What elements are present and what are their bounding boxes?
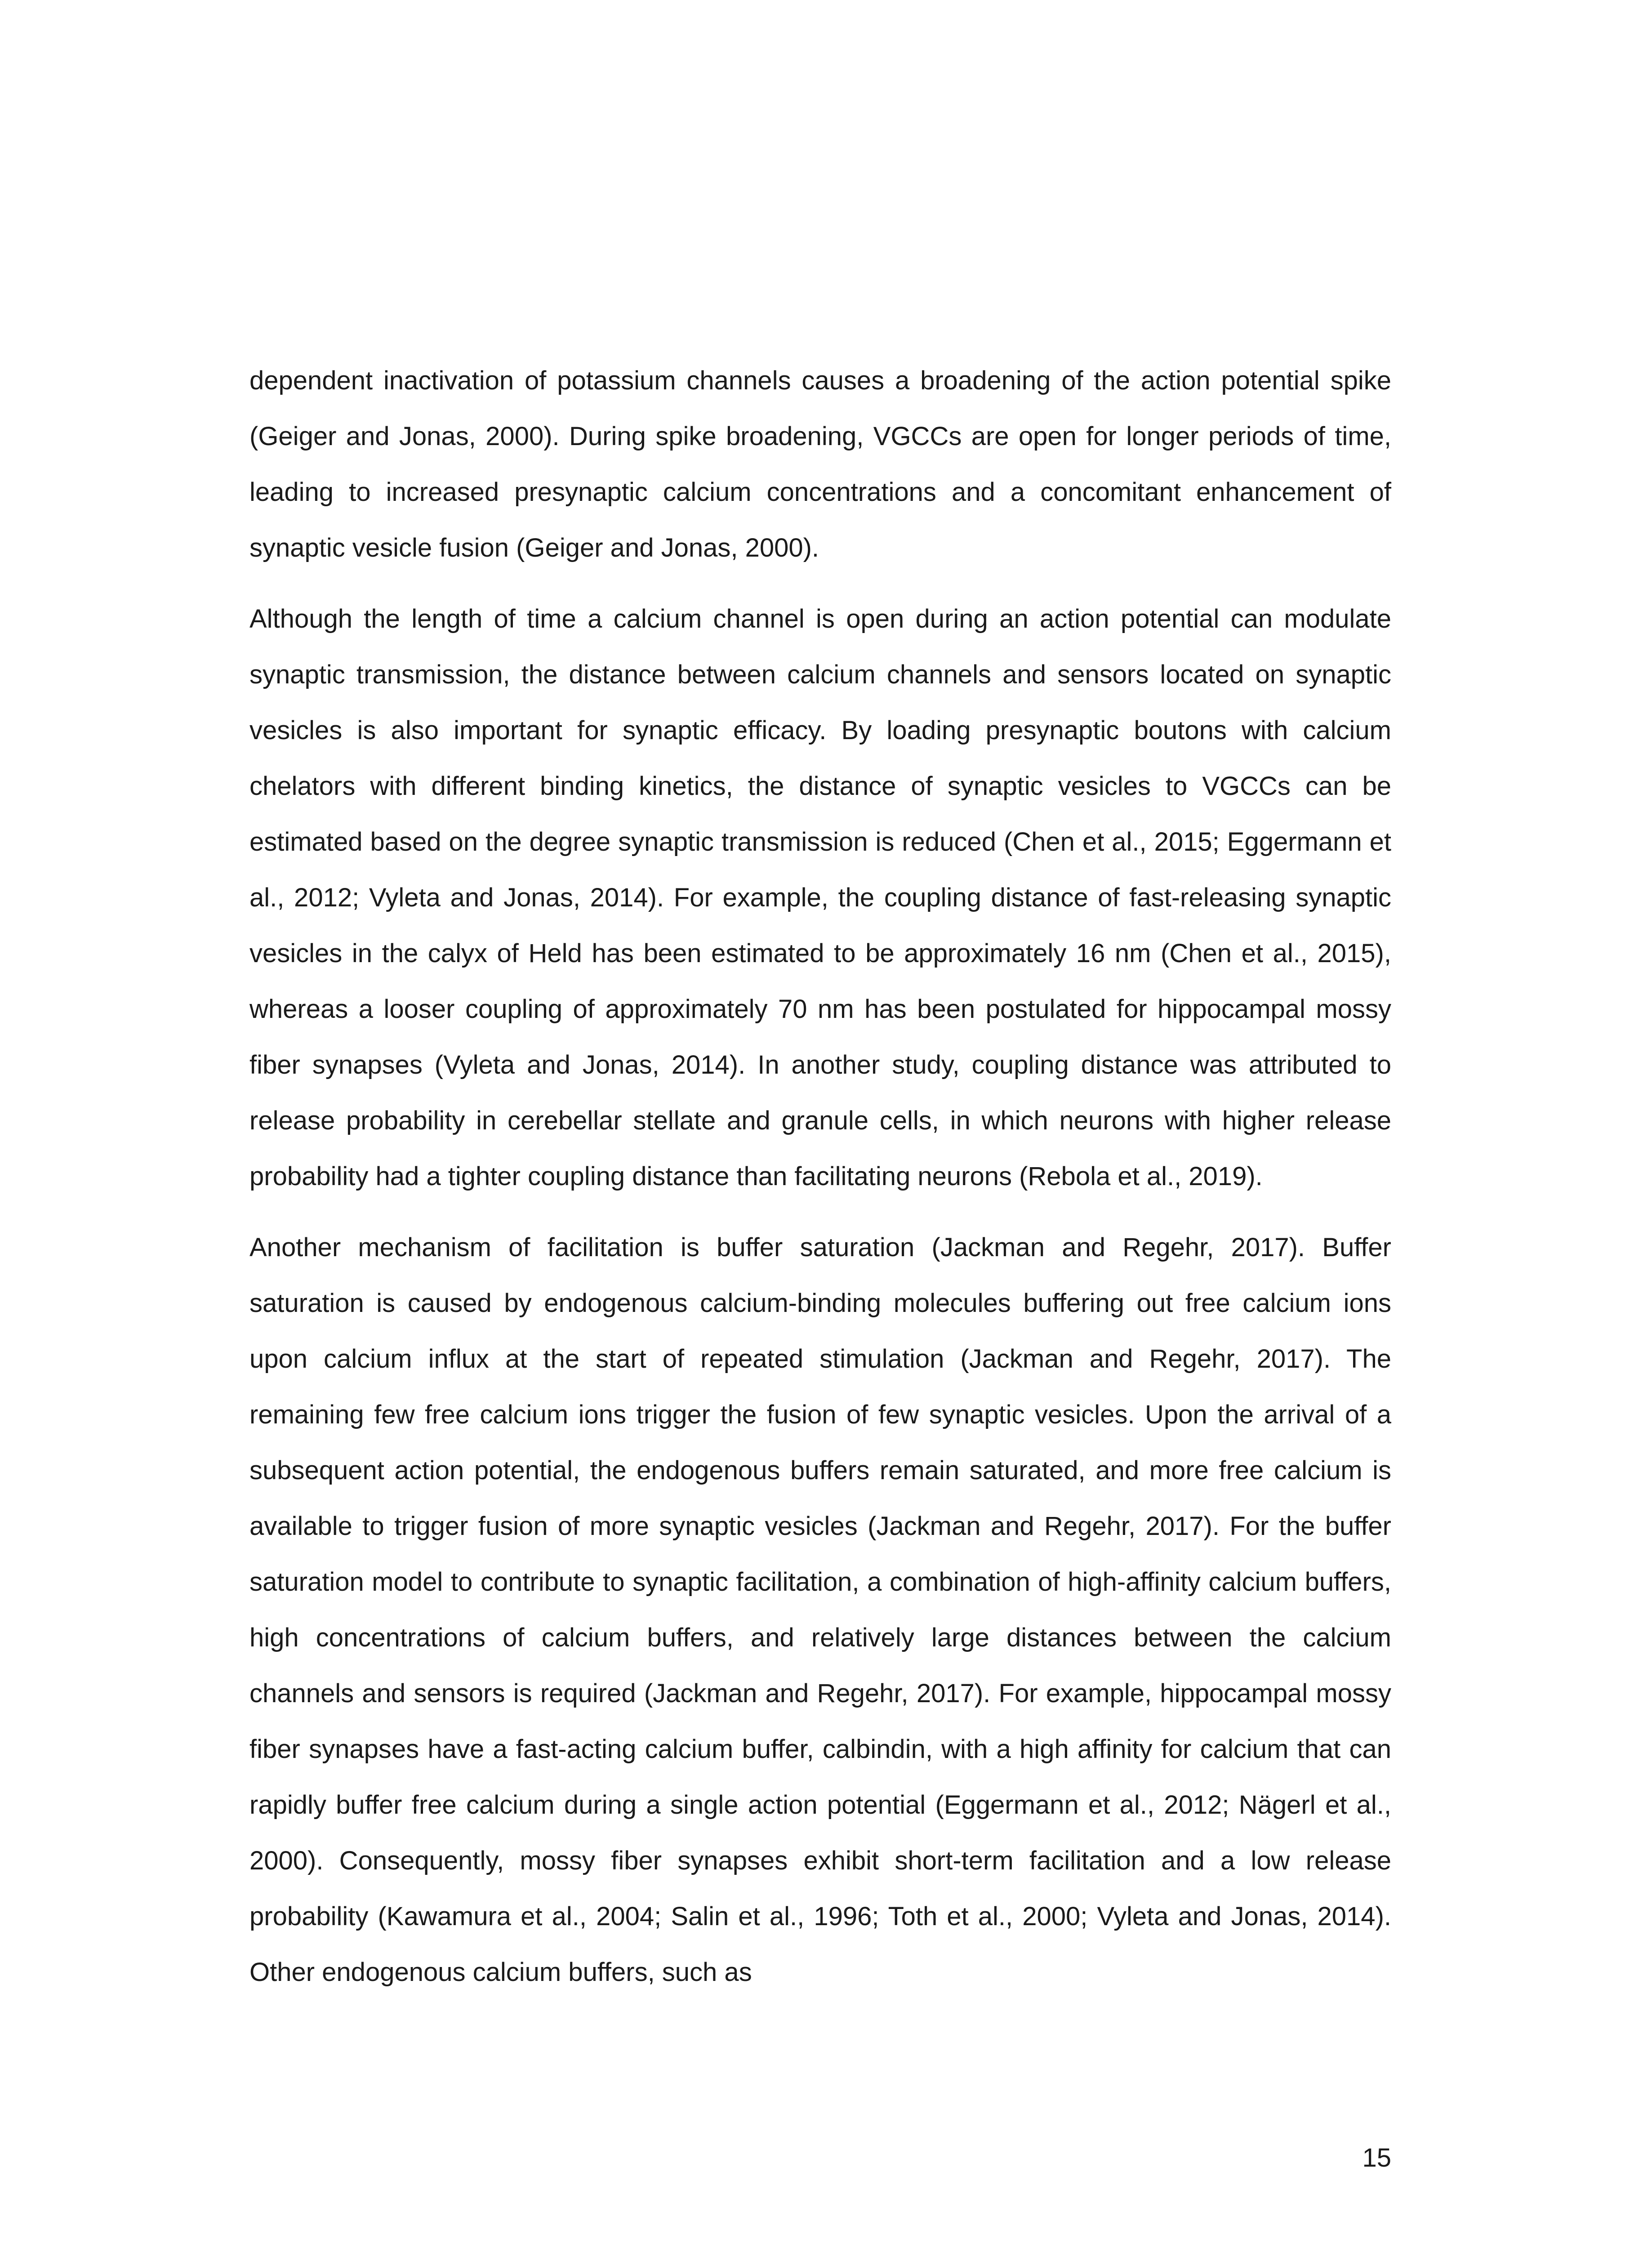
paragraph-3: Another mechanism of facilitation is buffer saturation (Jackman and Regehr, 2017). Buffer saturation is caused by endogenous calcium-binding molecules buffering out free calcium ions upon calcium influx at the start of repeated stimulation (Jackman and Regehr, 2017). The remaining few free calcium ions trigger the fusion of few synaptic vesicles. Upon the arrival of a subsequent action potential, the endogenous buffers remain saturated, and more free calcium is available to trigger fusion of more synaptic vesicles (Jackman and Regehr, 2017). For the buffer saturation model to contribute to synaptic facilitation, a combination of high-affinity calcium buffers, high concentrations of calcium buffers, and relatively large distances between the calcium channels and sensors is required (Jackman and Regehr, 2017). For example, hippocampal mossy fiber synapses have a fast-acting calcium buffer, calbindin, with a high affinity for calcium that can rapidly buffer free calcium during a single action potential (Eggermann et al., 2012; Nägerl et al., 2000). Consequently, mossy fiber synapses exhibit short-term facilitation and a low release probability (Kawamura et al., 2004; Salin et al., 1996; Toth et al., 2000; Vyleta and Jonas, 2014). Other endogenous calcium buffers, such as — [249, 1233, 1391, 1987]
page-number: 15 — [1362, 2143, 1391, 2172]
paragraph-2: Although the length of time a calcium channel is open during an action potential can modulate synaptic transmission, the distance between calcium channels and sensors located on synaptic vesicles is also important for synaptic efficacy. By loading presynaptic boutons with calcium chelators with different binding kinetics, the distance of synaptic vesicles to VGCCs can be estimated based on the degree synaptic transmission is reduced (Chen et al., 2015; Eggermann et al., 2012; Vyleta and Jonas, 2014). For example, the coupling distance of fast-releasing synaptic vesicles in the calyx of Held has been estimated to be approximately 16 nm (Chen et al., 2015), whereas a looser coupling of approximately 70 nm has been postulated for hippocampal mossy fiber synapses (Vyleta and Jonas, 2014). In another study, coupling distance was attributed to release probability in cerebellar stellate and granule cells, in which neurons with higher release probability had a tighter coupling distance than facilitating neurons (Rebola et al., 2019). — [249, 604, 1391, 1191]
paragraph-1: dependent inactivation of potassium channels causes a broadening of the action potential spike (Geiger and Jonas, 2000). During spike broadening, VGCCs are open for longer periods of time, leading to increased presynaptic calcium concentrations and a concomitant enhancement of synaptic vesicle fusion (Geiger and Jonas, 2000). — [249, 366, 1391, 562]
body-text — [249, 353, 1391, 2016]
